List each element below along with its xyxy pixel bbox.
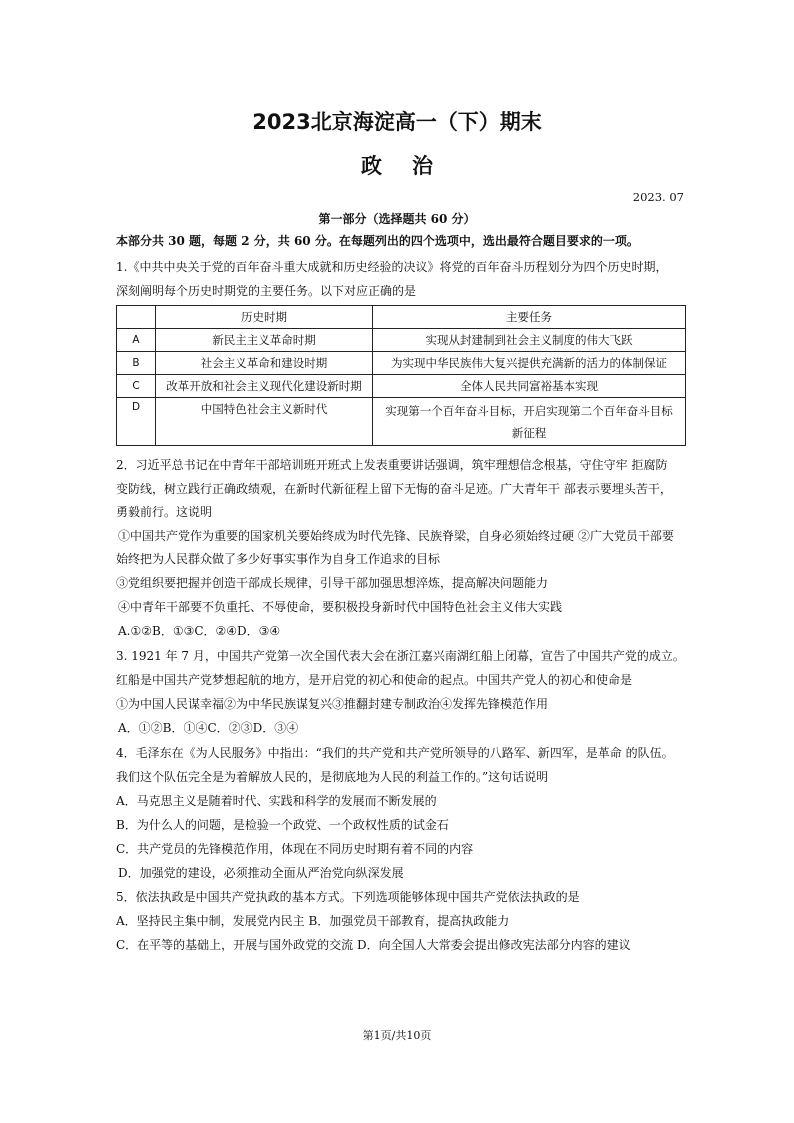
task-cell: 为实现中华民族伟大复兴提供充满新的活力的体制保证 (373, 352, 686, 375)
table-row (117, 398, 686, 446)
option-letter: C (117, 375, 156, 398)
page-number: 第1页/共10页 (362, 1029, 432, 1042)
table-header-row (117, 306, 686, 329)
q5-options-ab: A．坚持民主集中制，发展党内民主 B．加强党员干部教育，提高执政能力 (116, 914, 510, 928)
period-cell: 中国特色社会主义新时代 (156, 398, 373, 446)
q1-stem-line2: 深刻阐明每个历史时期党的主要任务。以下对应正确的是 (116, 284, 417, 298)
table-row (117, 375, 686, 398)
q2-option1: ①中国共产党作为重要的国家机关要始终成为时代先锋、民族脊梁，自身必须始终过硬 ②广大党员干部要 (118, 529, 674, 543)
q3-line3: ①为中国人民谋幸福②为中华民族谋复兴③推翻封建专制政治④发挥先锋模范作用 (116, 697, 549, 711)
q4-option-d: D．加强党的建设，必须推动全面从严治党向纵深发展 (118, 866, 404, 880)
q3-choices: A．①②B．①④C．②③D．③④ (118, 721, 299, 735)
q4-option-a: A．马克思主义是随着时代、实践和科学的发展而不断发展的 (116, 794, 437, 808)
section-heading: 第一部分（选择题共 60 分） (318, 212, 476, 226)
task-cell: 实现从封建制到社会主义制度的伟大飞跃 (373, 329, 686, 352)
q2-option1-cont: 始终把为人民群众做了多少好事实事作为自身工作追求的目标 (116, 552, 441, 566)
period-cell: 新民主主义革命时期 (156, 329, 373, 352)
period-cell: 社会主义革命和建设时期 (156, 352, 373, 375)
q4-option-c: C．共产党员的先锋模范作用，体现在不同历史时期有着不同的内容 (116, 842, 474, 856)
q4-line2: 我们这个队伍完全是为着解放人民的，是彻底地为人民的利益工作的。”这句话说明 (116, 770, 549, 784)
section-instructions: 本部分共 30 题，每题 2 分，共 60 分。在每题列出的四个选项中，选出最符合题目要求的一项。 (116, 234, 639, 248)
q2-option4: ④中青年干部要不负重托、不辱使命，要积极投身新时代中国特色社会主义伟大实践 (118, 600, 563, 614)
exam-date: 2023. 07 (632, 190, 684, 204)
table-row (117, 329, 686, 352)
q2-line3: 勇毅前行。这说明 (116, 505, 213, 519)
q2-choices: A.①②B．①③C．②④D．③④ (118, 624, 281, 638)
table-header-cell (117, 306, 156, 329)
q2-line2: 变防线，树立践行正确政绩观，在新时代新征程上留下无悔的奋斗足迹。广大青年干 部表示要埋头苦干， (116, 482, 672, 496)
task-cell (373, 398, 686, 446)
subject-title: 政治 (361, 154, 463, 178)
q2-line1: 2．习近平总书记在中青年干部培训班开班式上发表重要讲话强调，筑牢理想信念根基，守住守牢 拒腐防 (116, 458, 668, 472)
q1-stem-line1: 1.《中共中央关于党的百年奋斗重大成就和历史经验的决议》将党的百年奋斗历程划分为四个历史时期， (116, 260, 668, 274)
option-letter: D (117, 398, 156, 446)
table-header-cell: 主要任务 (373, 306, 686, 329)
q5-options-cd: C．在平等的基础上，开展与国外政党的交流 D．向全国人大常委会提出修改宪法部分内容的建议 (116, 938, 631, 952)
task-line: 新征程 (511, 425, 547, 440)
period-cell: 改革开放和社会主义现代化建设新时期 (156, 375, 373, 398)
q5-line1: 5．依法执政是中国共产党执政的基本方式。下列选项能够体现中国共产党依法执政的是 (116, 890, 580, 904)
q3-line1: 3. 1921 年 7 月，中国共产党第一次全国代表大会在浙江嘉兴南湖红船上闭幕，宣告了中国共产党的成立。 (116, 649, 685, 663)
page-title: 2023北京海淀高一（下）期末 (252, 110, 542, 134)
q2-option3: ③党组织要把握并创造干部成长规律，引导干部加强思想淬炼，提高解决问题能力 (116, 576, 549, 590)
q1-options-table (116, 305, 686, 446)
table-header-cell: 历史时期 (156, 306, 373, 329)
task-cell: 全体人民共同富裕基本实现 (373, 375, 686, 398)
option-letter: A (117, 329, 156, 352)
q3-line2: 红船是中国共产党梦想起航的地方，是开启党的初心和使命的起点。中国共产党人的初心和使命是 (116, 673, 633, 687)
table-row (117, 352, 686, 375)
q4-line1: 4．毛泽东在《为人民服务》中指出：“我们的共产党和共产党所领导的八路军、新四军，是革命 的队伍。 (116, 746, 674, 760)
option-letter: B (117, 352, 156, 375)
task-line: 实现第一个百年奋斗目标，开启实现第二个百年奋斗目标 (385, 403, 673, 418)
q4-option-b: B．为什么人的问题，是检验一个政党、一个政权性质的试金石 (116, 818, 449, 832)
